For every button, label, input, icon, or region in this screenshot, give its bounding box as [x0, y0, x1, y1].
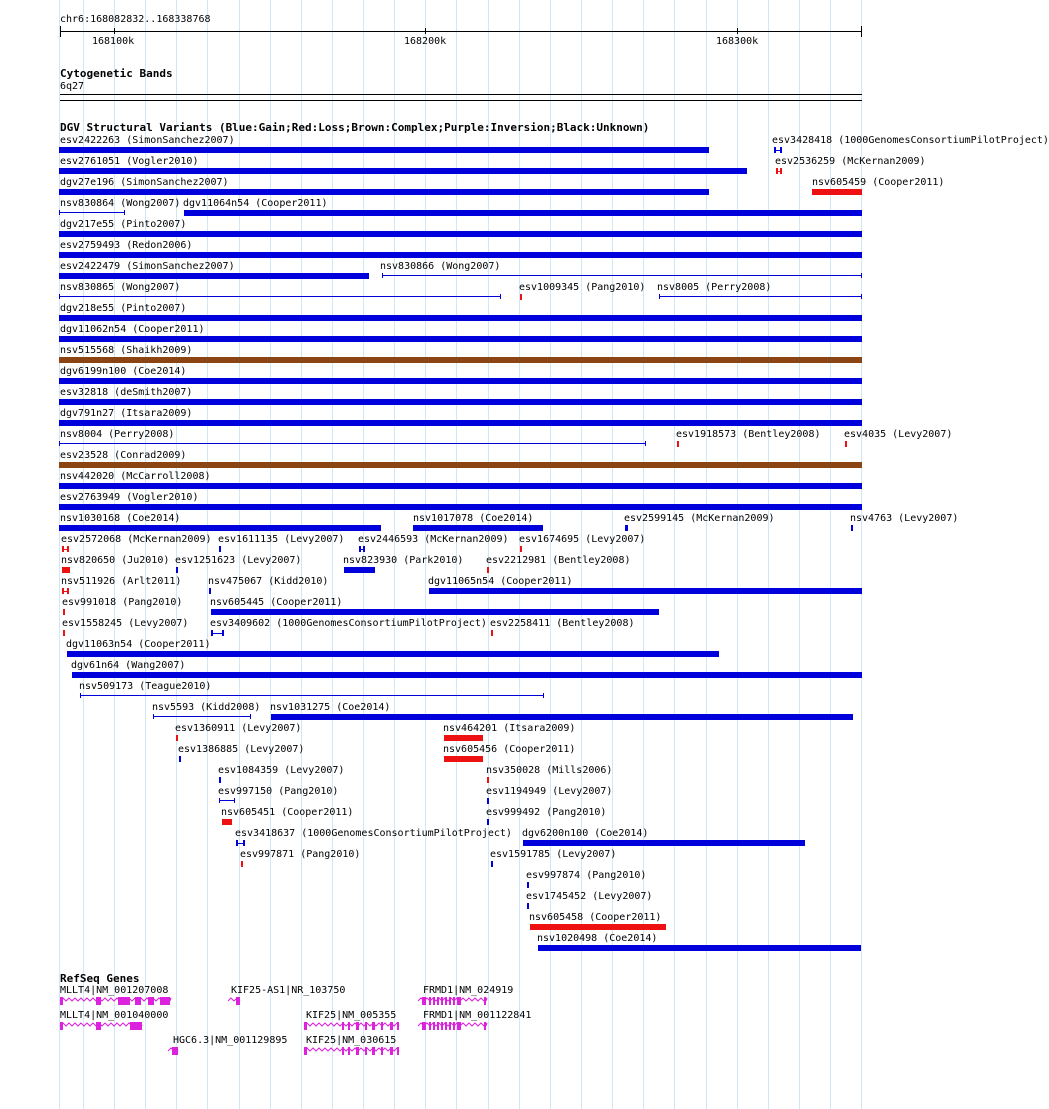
gene-intron-line: [418, 1023, 487, 1026]
variant-end-tick: [59, 210, 60, 215]
variant-bar-esv4035[interactable]: [845, 441, 847, 447]
gene-intron-line: [60, 998, 171, 1001]
grid-line: [706, 0, 707, 1109]
gene-exon: [445, 1022, 447, 1030]
variant-mid-line: [361, 549, 363, 550]
variant-bar-nsv1020498[interactable]: [538, 945, 861, 951]
variant-label-nsv511926[interactable]: nsv511926 (Arlt2011): [61, 576, 182, 587]
gene-exon: [342, 1022, 344, 1030]
variant-bar-esv2759493[interactable]: [59, 252, 862, 258]
gene-exon: [422, 1022, 426, 1030]
variant-end-tick: [861, 294, 862, 299]
variant-bar-nsv820650[interactable]: [62, 567, 70, 573]
variant-end-tick: [124, 210, 125, 215]
variant-label-esv32818[interactable]: esv32818 (deSmith2007): [60, 387, 193, 398]
variant-label-nsv820650[interactable]: nsv820650 (Ju2010): [61, 555, 170, 566]
variant-bar-nsv515568[interactable]: [59, 357, 862, 363]
gene-exon: [372, 1022, 375, 1030]
gene-label-hgc6-3-nm-001129895[interactable]: HGC6.3|NM_001129895: [173, 1035, 288, 1046]
variant-label-esv2446593[interactable]: esv2446593 (McKernan2009): [358, 534, 509, 545]
variant-label-esv2761051[interactable]: esv2761051 (Vogler2010): [60, 156, 199, 167]
variant-label-nsv823930[interactable]: nsv823930 (Park2010): [343, 555, 464, 566]
variant-mid-line: [213, 633, 222, 634]
gene-model-frmd1-nm-001122841[interactable]: [418, 1020, 490, 1032]
gene-exon: [356, 1047, 359, 1055]
gene-label-kif25-as1-nr-103750[interactable]: KIF25-AS1|NR_103750: [231, 985, 346, 996]
variant-end-tick: [80, 693, 81, 698]
variant-bar-nsv8004[interactable]: [59, 443, 646, 444]
grid-line: [332, 0, 333, 1109]
variant-label-nsv1020498[interactable]: nsv1020498 (Coe2014): [537, 933, 658, 944]
variant-label-esv1009345[interactable]: esv1009345 (Pang2010): [519, 282, 646, 293]
variant-label-nsv830865[interactable]: nsv830865 (Wong2007): [60, 282, 181, 293]
variant-bar-esv2599145[interactable]: [625, 525, 628, 531]
variant-label-dgv11064n54[interactable]: dgv11064n54 (Cooper2011): [183, 198, 328, 209]
variant-label-esv1591785[interactable]: esv1591785 (Levy2007): [490, 849, 617, 860]
gene-exon: [437, 1022, 439, 1030]
variant-bar-nsv511926[interactable]: [62, 588, 69, 594]
variant-label-esv999492[interactable]: esv999492 (Pang2010): [486, 807, 607, 818]
variant-bar-esv997150[interactable]: [219, 800, 235, 801]
gene-exon: [96, 997, 101, 1005]
ruler-label-168300k: 168300k: [716, 36, 759, 47]
variant-label-esv1251623[interactable]: esv1251623 (Levy2007): [175, 555, 302, 566]
variant-bar-nsv823930[interactable]: [344, 567, 375, 573]
variant-label-esv3409602[interactable]: esv3409602 (1000GenomesConsortiumPilotProject): [210, 618, 487, 629]
variant-bar-esv1674695[interactable]: [520, 546, 522, 552]
variant-bar-nsv605456[interactable]: [444, 756, 483, 762]
variant-label-nsv350028[interactable]: nsv350028 (Mills2006): [486, 765, 613, 776]
cytoband-label: 6q27: [60, 81, 85, 92]
variant-bar-esv1360911[interactable]: [176, 735, 178, 741]
ruler-end-left: [60, 26, 61, 37]
gene-exon: [453, 997, 455, 1005]
variant-label-nsv1031275[interactable]: nsv1031275 (Coe2014): [270, 702, 391, 713]
gene-exon: [449, 997, 451, 1005]
variant-bar-esv997871[interactable]: [241, 861, 243, 867]
variant-end-tick: [543, 693, 544, 698]
gene-exon: [118, 997, 130, 1005]
variant-end-tick: [59, 441, 60, 446]
variant-end-tick: [382, 273, 383, 278]
variant-bar-dgv11064n54[interactable]: [184, 210, 862, 216]
variant-bar-esv3428418[interactable]: [774, 147, 782, 153]
variant-label-nsv605459[interactable]: nsv605459 (Cooper2011): [812, 177, 945, 188]
variant-label-nsv605445[interactable]: nsv605445 (Cooper2011): [210, 597, 343, 608]
variant-label-nsv515568[interactable]: nsv515568 (Shaikh2009): [60, 345, 193, 356]
gene-exon: [356, 1022, 359, 1030]
gene-model-hgc6-3-nm-001129895[interactable]: [168, 1045, 182, 1057]
variant-bar-dgv27e196[interactable]: [59, 189, 709, 195]
variant-bar-esv2212981[interactable]: [487, 567, 489, 573]
gene-exon: [437, 997, 439, 1005]
variant-label-esv4035[interactable]: esv4035 (Levy2007): [844, 429, 953, 440]
variant-bar-esv2446593[interactable]: [359, 546, 365, 552]
variant-label-esv1611135[interactable]: esv1611135 (Levy2007): [218, 534, 345, 545]
variant-bar-esv999492[interactable]: [487, 819, 489, 825]
gene-model-kif25-nm-030615[interactable]: [304, 1045, 403, 1057]
variant-bar-esv3418637[interactable]: [236, 840, 245, 846]
variant-end-tick: [861, 273, 862, 278]
variant-mid-line: [238, 843, 243, 844]
variant-bar-nsv1017078[interactable]: [413, 525, 543, 531]
variant-bar-dgv11065n54[interactable]: [429, 588, 862, 594]
variant-bar-nsv605459[interactable]: [812, 189, 862, 195]
variant-label-esv1745452[interactable]: esv1745452 (Levy2007): [526, 891, 653, 902]
gene-exon: [304, 1022, 307, 1030]
variant-label-esv1084359[interactable]: esv1084359 (Levy2007): [218, 765, 345, 776]
dgv-track-title[interactable]: DGV Structural Variants (Blue:Gain;Red:Loss;Brown:Complex;Purple:Inversion;Black:Unknown): [60, 121, 650, 134]
variant-bar-esv2572068[interactable]: [62, 546, 69, 552]
gene-exon: [135, 997, 141, 1005]
variant-bar-nsv830866[interactable]: [382, 275, 862, 276]
variant-label-esv1194949[interactable]: esv1194949 (Levy2007): [486, 786, 613, 797]
variant-label-nsv509173[interactable]: nsv509173 (Teague2010): [79, 681, 212, 692]
variant-label-nsv464201[interactable]: nsv464201 (Itsara2009): [443, 723, 576, 734]
variant-label-nsv8005[interactable]: nsv8005 (Perry2008): [657, 282, 772, 293]
variant-label-esv2763949[interactable]: esv2763949 (Vogler2010): [60, 492, 199, 503]
variant-label-esv997150[interactable]: esv997150 (Pang2010): [218, 786, 339, 797]
variant-label-nsv475067[interactable]: nsv475067 (Kidd2010): [208, 576, 329, 587]
variant-label-nsv8004[interactable]: nsv8004 (Perry2008): [60, 429, 175, 440]
gene-exon: [445, 997, 447, 1005]
variant-bar-nsv605458[interactable]: [530, 924, 666, 930]
variant-label-esv2422479[interactable]: esv2422479 (SimonSanchez2007): [60, 261, 235, 272]
variant-label-esv3418637[interactable]: esv3418637 (1000GenomesConsortiumPilotProject): [235, 828, 512, 839]
gene-exon: [433, 1022, 435, 1030]
variant-label-dgv11062n54[interactable]: dgv11062n54 (Cooper2011): [60, 324, 205, 335]
variant-mid-line: [64, 591, 67, 592]
gene-intron-line: [418, 998, 487, 1001]
grid-line: [737, 0, 738, 1109]
variant-label-dgv6199n100[interactable]: dgv6199n100 (Coe2014): [60, 366, 187, 377]
gene-model-mllt4-nm-001207008[interactable]: [60, 995, 174, 1007]
gene-exon: [429, 997, 431, 1005]
ruler-end-right: [861, 26, 862, 37]
gene-exon: [457, 997, 461, 1005]
variant-bar-dgv218e55[interactable]: [59, 315, 862, 321]
gene-exon: [429, 1022, 431, 1030]
gene-exon: [484, 997, 486, 1005]
variant-label-esv991018[interactable]: esv991018 (Pang2010): [62, 597, 183, 608]
variant-bar-nsv350028[interactable]: [487, 777, 489, 783]
variant-label-esv1918573[interactable]: esv1918573 (Bentley2008): [676, 429, 821, 440]
cytoband-bar-bottom: [60, 100, 862, 101]
variant-bar-esv23528[interactable]: [59, 462, 862, 468]
refseq-track-title[interactable]: RefSeq Genes: [60, 972, 140, 985]
gene-exon: [348, 1047, 350, 1055]
gene-exon: [365, 1047, 367, 1055]
ruler-label-168200k: 168200k: [404, 36, 447, 47]
variant-label-dgv11063n54[interactable]: dgv11063n54 (Cooper2011): [66, 639, 211, 650]
variant-label-nsv4763[interactable]: nsv4763 (Levy2007): [850, 513, 959, 524]
ruler-major-tick: [425, 28, 426, 34]
variant-bar-dgv11063n54[interactable]: [67, 651, 719, 657]
variant-end-tick: [219, 798, 220, 803]
ruler-label-168100k: 168100k: [92, 36, 135, 47]
variant-label-esv1674695[interactable]: esv1674695 (Levy2007): [519, 534, 646, 545]
ruler-axis: [60, 31, 862, 32]
variant-label-nsv1030168[interactable]: nsv1030168 (Coe2014): [60, 513, 181, 524]
gene-exon: [130, 1022, 142, 1030]
gene-exon: [160, 997, 170, 1005]
variant-bar-dgv6199n100[interactable]: [59, 378, 862, 384]
gene-exon: [381, 1047, 383, 1055]
gene-model-mllt4-nm-001040000[interactable]: [60, 1020, 146, 1032]
variant-end-tick: [59, 294, 60, 299]
cytoband-bar-top: [60, 94, 862, 95]
variant-bar-esv1251623[interactable]: [176, 567, 178, 573]
variant-bar-nsv509173[interactable]: [80, 695, 544, 696]
cytoband-track-title[interactable]: Cytogenetic Bands: [60, 67, 173, 80]
variant-bar-esv1386885[interactable]: [179, 756, 181, 762]
gene-exon: [148, 997, 154, 1005]
variant-end-tick: [153, 714, 154, 719]
variant-bar-dgv217e55[interactable]: [59, 231, 862, 237]
variant-bar-nsv830865[interactable]: [59, 296, 501, 297]
variant-bar-esv1745452[interactable]: [527, 903, 529, 909]
gene-exon: [457, 1022, 461, 1030]
gene-intron-line: [304, 1048, 399, 1051]
variant-label-esv997874[interactable]: esv997874 (Pang2010): [526, 870, 647, 881]
variant-bar-nsv830864[interactable]: [59, 212, 125, 213]
variant-bar-esv1918573[interactable]: [677, 441, 679, 447]
variant-bar-nsv5593[interactable]: [153, 716, 251, 717]
gene-exon: [390, 1022, 393, 1030]
variant-bar-esv1558245[interactable]: [63, 630, 65, 636]
variant-label-esv997871[interactable]: esv997871 (Pang2010): [240, 849, 361, 860]
variant-bar-esv2258411[interactable]: [491, 630, 493, 636]
gene-label-mllt4-nm-001040000[interactable]: MLLT4|NM_001040000: [60, 1010, 169, 1021]
gene-model-kif25-as1-nr-103750[interactable]: [228, 995, 244, 1007]
variant-bar-nsv442020[interactable]: [59, 483, 862, 489]
gene-exon: [172, 1047, 178, 1055]
variant-bar-esv1009345[interactable]: [520, 294, 522, 300]
variant-bar-esv32818[interactable]: [59, 399, 862, 405]
variant-bar-esv2763949[interactable]: [59, 504, 862, 510]
variant-label-nsv830864[interactable]: nsv830864 (Wong2007): [60, 198, 181, 209]
variant-bar-nsv4763[interactable]: [851, 525, 853, 531]
variant-label-dgv218e55[interactable]: dgv218e55 (Pinto2007): [60, 303, 187, 314]
gene-exon: [236, 997, 240, 1005]
variant-bar-esv2536259[interactable]: [776, 168, 782, 174]
variant-label-esv2572068[interactable]: esv2572068 (McKernan2009): [61, 534, 212, 545]
gene-exon: [342, 1047, 344, 1055]
variant-label-esv1360911[interactable]: esv1360911 (Levy2007): [175, 723, 302, 734]
gene-exon: [348, 1022, 350, 1030]
variant-bar-esv2761051[interactable]: [59, 168, 747, 174]
variant-bar-nsv8005[interactable]: [659, 296, 862, 297]
gene-exon: [365, 1022, 367, 1030]
variant-label-nsv5593[interactable]: nsv5593 (Kidd2008): [152, 702, 261, 713]
gene-exon: [441, 997, 443, 1005]
variant-bar-nsv1030168[interactable]: [59, 525, 381, 531]
gene-exon: [397, 1047, 399, 1055]
variant-bar-esv1194949[interactable]: [487, 798, 489, 804]
gene-exon: [96, 1022, 101, 1030]
variant-label-nsv1017078[interactable]: nsv1017078 (Coe2014): [413, 513, 534, 524]
variant-bar-esv1591785[interactable]: [491, 861, 493, 867]
variant-bar-dgv6200n100[interactable]: [523, 840, 805, 846]
gene-exon: [397, 1022, 399, 1030]
gene-label-kif25-nm-005355[interactable]: KIF25|NM_005355: [306, 1010, 397, 1021]
variant-label-dgv61n64[interactable]: dgv61n64 (Wang2007): [71, 660, 186, 671]
variant-label-dgv11065n54[interactable]: dgv11065n54 (Cooper2011): [428, 576, 573, 587]
variant-label-esv3428418[interactable]: esv3428418 (1000GenomesConsortiumPilotProject): [772, 135, 1049, 146]
variant-label-dgv791n27[interactable]: dgv791n27 (Itsara2009): [60, 408, 193, 419]
gene-exon: [433, 997, 435, 1005]
variant-label-esv23528[interactable]: esv23528 (Conrad2009): [60, 450, 187, 461]
gene-exon: [60, 1022, 63, 1030]
variant-bar-nsv605445[interactable]: [211, 609, 659, 615]
variant-bar-nsv475067[interactable]: [209, 588, 211, 594]
gene-label-mllt4-nm-001207008[interactable]: MLLT4|NM_001207008: [60, 985, 169, 996]
gene-exon: [372, 1047, 375, 1055]
variant-label-nsv830866[interactable]: nsv830866 (Wong2007): [380, 261, 501, 272]
variant-bar-esv997874[interactable]: [527, 882, 529, 888]
variant-end-tick: [250, 714, 251, 719]
variant-label-esv1386885[interactable]: esv1386885 (Levy2007): [178, 744, 305, 755]
variant-bar-esv3409602[interactable]: [211, 630, 224, 636]
gene-exon: [390, 1047, 393, 1055]
grid-line: [674, 0, 675, 1109]
variant-label-dgv217e55[interactable]: dgv217e55 (Pinto2007): [60, 219, 187, 230]
gene-intron-line: [304, 1023, 399, 1026]
variant-label-dgv6200n100[interactable]: dgv6200n100 (Coe2014): [522, 828, 649, 839]
variant-bar-dgv11062n54[interactable]: [59, 336, 862, 342]
variant-label-dgv27e196[interactable]: dgv27e196 (SimonSanchez2007): [60, 177, 229, 188]
variant-mid-line: [778, 171, 780, 172]
gene-exon: [381, 1022, 383, 1030]
variant-label-esv2422263[interactable]: esv2422263 (SimonSanchez2007): [60, 135, 235, 146]
variant-end-tick: [645, 441, 646, 446]
gene-label-frmd1-nm-001122841[interactable]: FRMD1|NM_001122841: [423, 1010, 532, 1021]
variant-label-nsv442020[interactable]: nsv442020 (McCarroll2008): [60, 471, 211, 482]
gene-exon: [449, 1022, 451, 1030]
variant-end-tick: [234, 798, 235, 803]
gene-exon: [484, 1022, 486, 1030]
variant-label-nsv605456[interactable]: nsv605456 (Cooper2011): [443, 744, 576, 755]
grid-line: [768, 0, 769, 1109]
variant-label-nsv605451[interactable]: nsv605451 (Cooper2011): [221, 807, 354, 818]
gene-exon: [304, 1047, 307, 1055]
variant-bar-esv1084359[interactable]: [219, 777, 221, 783]
variant-label-esv2599145[interactable]: esv2599145 (McKernan2009): [624, 513, 775, 524]
variant-bar-nsv464201[interactable]: [444, 735, 483, 741]
variant-label-esv2212981[interactable]: esv2212981 (Bentley2008): [486, 555, 631, 566]
variant-label-esv2258411[interactable]: esv2258411 (Bentley2008): [490, 618, 635, 629]
gene-exon: [441, 1022, 443, 1030]
gene-exon: [453, 1022, 455, 1030]
gene-model-kif25-nm-005355[interactable]: [304, 1020, 403, 1032]
variant-label-esv1558245[interactable]: esv1558245 (Levy2007): [62, 618, 189, 629]
variant-label-esv2759493[interactable]: esv2759493 (Redon2006): [60, 240, 193, 251]
ruler-major-tick: [114, 28, 115, 34]
variant-bar-esv2422479[interactable]: [59, 273, 369, 279]
gene-label-frmd1-nm-024919[interactable]: FRMD1|NM_024919: [423, 985, 514, 996]
variant-bar-dgv61n64[interactable]: [72, 672, 862, 678]
gene-exon: [422, 997, 426, 1005]
variant-end-tick: [659, 294, 660, 299]
gene-model-frmd1-nm-024919[interactable]: [418, 995, 490, 1007]
variant-end-tick: [500, 294, 501, 299]
variant-mid-line: [776, 150, 780, 151]
variant-mid-line: [64, 549, 67, 550]
variant-label-esv2536259[interactable]: esv2536259 (McKernan2009): [775, 156, 926, 167]
ruler-major-tick: [737, 28, 738, 34]
variant-bar-esv991018[interactable]: [63, 609, 65, 615]
variant-bar-esv1611135[interactable]: [219, 546, 221, 552]
variant-label-nsv605458[interactable]: nsv605458 (Cooper2011): [529, 912, 662, 923]
variant-bar-nsv1031275[interactable]: [271, 714, 853, 720]
region-label: chr6:168082832..168338768: [60, 14, 211, 25]
variant-bar-dgv791n27[interactable]: [59, 420, 862, 426]
variant-bar-nsv605451[interactable]: [222, 819, 232, 825]
gene-exon: [60, 997, 63, 1005]
gene-label-kif25-nm-030615[interactable]: KIF25|NM_030615: [306, 1035, 397, 1046]
variant-bar-esv2422263[interactable]: [59, 147, 709, 153]
